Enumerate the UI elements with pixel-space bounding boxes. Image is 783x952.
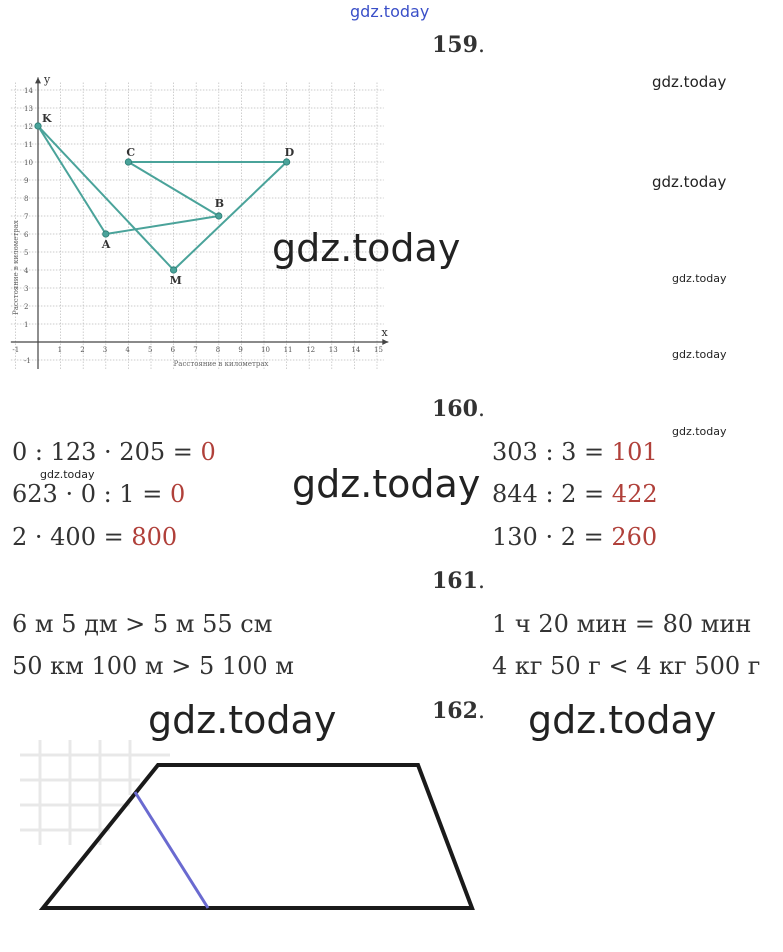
- watermark-top: gdz.today: [350, 2, 430, 21]
- watermark-small-4: gdz.today: [672, 348, 727, 361]
- expression: 303 : 3 =: [492, 438, 612, 466]
- y-tick-label: 8: [24, 195, 29, 203]
- problem-162-number: [432, 698, 485, 724]
- expression: 2 · 400 =: [12, 523, 132, 551]
- problem-161-label: 161: [432, 568, 478, 594]
- answer: 0: [169, 480, 186, 508]
- watermark-small-3: gdz.today: [672, 272, 727, 285]
- watermark-big-2: gdz.today: [292, 462, 481, 506]
- x-tick-label: 13: [328, 346, 338, 354]
- point-label-K: K: [42, 112, 52, 125]
- y-tick-label: 6: [24, 231, 29, 239]
- x-tick-label: 12: [306, 346, 316, 354]
- task160-left-1: [12, 438, 216, 466]
- watermark-big-3: gdz.today: [148, 698, 337, 742]
- x-tick-label: 8: [215, 346, 221, 354]
- segment-BA: [106, 216, 219, 234]
- y-tick-label: 3: [24, 285, 29, 293]
- y-tick-label: 1: [24, 321, 29, 329]
- y-tick-label: 4: [24, 267, 29, 275]
- y-tick-label: 12: [24, 123, 33, 131]
- point-K: [35, 123, 41, 129]
- x-tick-label: 9: [238, 346, 243, 354]
- answer: 101: [611, 438, 658, 466]
- problem-160-dot: .: [477, 397, 485, 422]
- x-axis-label: x: [381, 326, 388, 339]
- task160-right-3: [492, 523, 657, 551]
- trapezoid-cut-line: [135, 792, 208, 908]
- x-tick-label: 1: [57, 346, 63, 354]
- x-tick-label: 4: [125, 346, 130, 354]
- point-label-D: D: [284, 146, 295, 159]
- point-D: [283, 159, 289, 165]
- y-tick-label: 11: [24, 141, 33, 149]
- watermark-right-2: gdz.today: [652, 173, 727, 191]
- y-tick-label: 10: [24, 159, 33, 167]
- x-tick-label: 3: [102, 346, 108, 354]
- expression: 623 · 0 : 1 =: [12, 480, 170, 508]
- point-C: [125, 159, 131, 165]
- y-tick-label: 9: [24, 177, 29, 185]
- task160-left-2: [12, 480, 185, 508]
- x-tick-label: -1: [12, 346, 20, 354]
- answer: 422: [611, 480, 658, 508]
- point-B: [216, 213, 222, 219]
- expression: 130 · 2 =: [492, 523, 612, 551]
- problem-162-dot: .: [477, 699, 485, 724]
- answer: 260: [611, 523, 658, 551]
- watermark-right-1: gdz.today: [652, 73, 727, 91]
- watermark-small-1: gdz.today: [40, 468, 95, 481]
- x-tick-label: 15: [374, 346, 383, 354]
- problem-159-label: 159: [432, 32, 478, 58]
- watermark-big-1: gdz.today: [272, 226, 461, 270]
- task161-left-2: 50 км 100 м > 5 100 м: [12, 652, 294, 680]
- task160-right-2: [492, 480, 658, 508]
- x-tick-label: 7: [193, 346, 198, 354]
- point-label-C: C: [126, 146, 136, 159]
- y-axis-label: y: [44, 73, 51, 86]
- watermark-small-5: gdz.today: [672, 425, 727, 438]
- problem-159-number: [432, 32, 485, 58]
- x-axis-title: Расстояние в километрах: [173, 360, 269, 368]
- problem-160-label: 160: [432, 396, 478, 422]
- point-label-A: A: [101, 238, 111, 251]
- task160-right-1: [492, 438, 658, 466]
- x-tick-label: 5: [148, 346, 153, 354]
- problem-161-dot: .: [477, 569, 485, 594]
- x-tick-label: 11: [283, 346, 293, 354]
- x-tick-label: 10: [261, 346, 270, 354]
- y-tick-label: 2: [24, 303, 29, 311]
- y-tick-label: 7: [24, 213, 29, 221]
- problem-162-label: 162: [432, 698, 478, 724]
- expression: 844 : 2 =: [492, 480, 612, 508]
- y-axis-arrow: [35, 77, 41, 83]
- x-tick-label: 14: [351, 346, 361, 354]
- task160-left-3: [12, 523, 177, 551]
- x-tick-label: 6: [170, 346, 176, 354]
- task161-right-2: 4 кг 50 г < 4 кг 500 г: [492, 652, 761, 680]
- faint-grid: [20, 740, 170, 845]
- trapezoid-figure: [10, 735, 490, 920]
- y-tick-label: 5: [24, 249, 29, 257]
- y-tick-label: -1: [24, 357, 31, 365]
- watermark-big-4: gdz.today: [528, 698, 717, 742]
- point-label-M: M: [169, 274, 182, 287]
- trapezoid-outline: [43, 765, 472, 908]
- problem-161-number: [432, 568, 485, 594]
- graph-axes: [11, 77, 388, 369]
- y-tick-label: 14: [24, 87, 33, 95]
- y-axis-title: Расстояние в километрах: [12, 220, 20, 315]
- graph-grid: [11, 81, 384, 369]
- point-label-B: B: [214, 197, 225, 210]
- answer: 800: [131, 523, 178, 551]
- problem-159-dot: .: [477, 33, 485, 58]
- task161-right-1: 1 ч 20 мин = 80 мин: [492, 610, 752, 638]
- coordinate-graph: [8, 70, 398, 380]
- answer: 0: [200, 438, 216, 466]
- y-tick-label: 13: [24, 105, 33, 113]
- x-axis-arrow: [382, 339, 388, 345]
- point-M: [170, 267, 176, 273]
- x-tick-label: 2: [80, 346, 85, 354]
- expression: 0 : 123 · 205 =: [12, 438, 201, 466]
- problem-160-number: [432, 396, 485, 422]
- point-A: [103, 231, 109, 237]
- task161-left-1: 6 м 5 дм > 5 м 55 см: [12, 610, 273, 638]
